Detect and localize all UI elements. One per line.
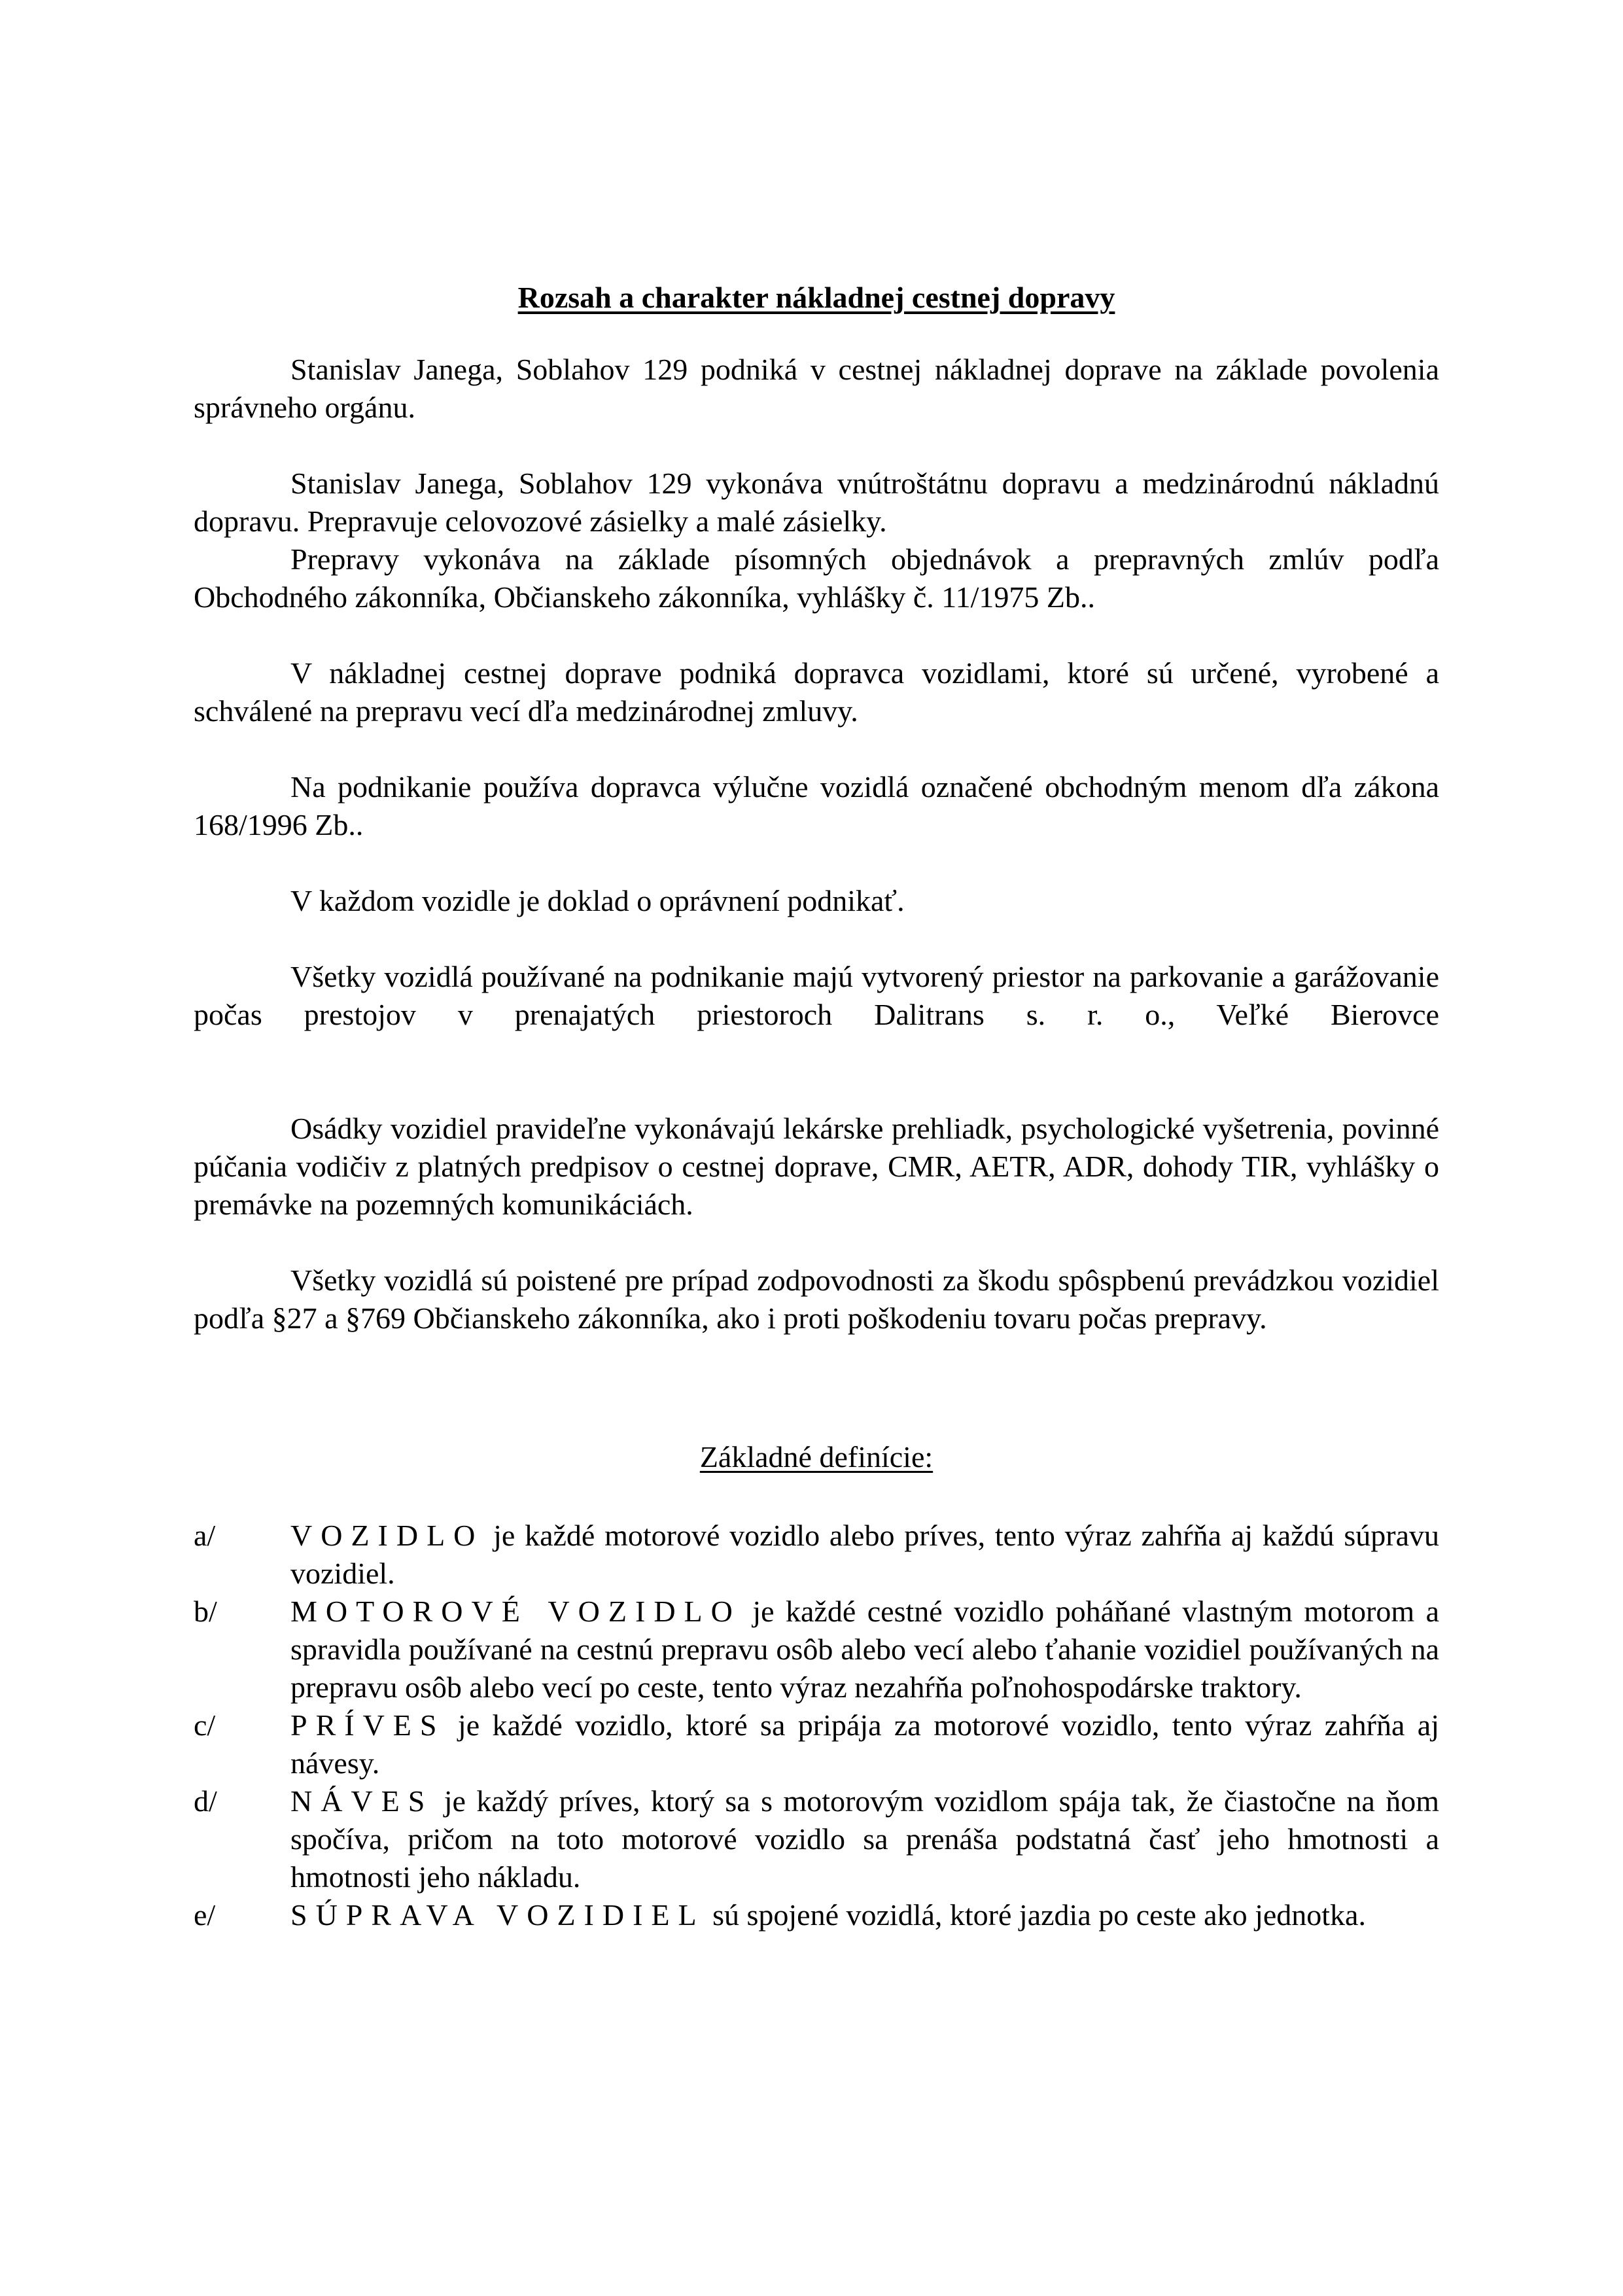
definition-text: je každé cestné vozidlo poháňané vlastným motorom a spravidla používané na cestnú prepravu osôb alebo vecí alebo ťahanie vozidiel používaných na prepravu osôb alebo vecí po ceste, tento výraz nezahŕňa poľnohospodárske traktory.	[290, 1595, 1439, 1704]
definition-label: c/	[194, 1708, 216, 1742]
paragraph-transport-scope: Stanislav Janega, Soblahov 129 vykonáva vnútroštátnu dopravu a medzinárodnú nákladnú dopravu. Prepravuje celovozové zásielky a malé zásielky.	[194, 467, 1439, 538]
definition-item	[194, 1706, 1439, 1782]
definition-text: sú spojené vozidlá, ktoré jazdia po ceste ako jednotka.	[705, 1898, 1366, 1932]
paragraph-orders: Prepravy vykonáva na základe písomných objednávok a prepravných zmlúv podľa Obchodného zákonníka, Občianskeho zákonníka, vyhlášky č. 11/1975 Zb..	[194, 542, 1439, 614]
definition-text: je každé vozidlo, ktoré sa pripája za motorové vozidlo, tento výraz zahŕňa aj návesy.	[290, 1708, 1439, 1780]
definition-label: e/	[194, 1898, 216, 1932]
paragraph-marking: Na podnikanie používa dopravca výlučne vozidlá označené obchodným menom dľa zákona 168/1996 Zb..	[194, 770, 1439, 841]
paragraph-parking: Všetky vozidlá používané na podnikanie majú vytvorený priestor na parkovanie a garážovanie počas prestojov v prenajatých priestoroch Dalitrans s. r. o., Veľké Bierovce	[194, 960, 1439, 1031]
definition-label: a/	[194, 1519, 216, 1552]
definition-item	[194, 1782, 1439, 1896]
paragraph-insurance: Všetky vozidlá sú poistené pre prípad zodpovodnosti za škodu spôspbenú prevádzkou vozidiel podľa §27 a §769 Občianskeho zákonníka, ako i proti poškodeniu tovaru počas prepravy.	[194, 1263, 1439, 1335]
definition-label: d/	[194, 1784, 217, 1818]
definition-term: SÚPRAVA VOZIDIEL	[290, 1898, 705, 1932]
document-title: Rozsah a charakter nákladnej cestnej dopravy	[517, 281, 1115, 314]
definition-term: VOZIDLO	[290, 1519, 484, 1552]
paragraph-crews: Osádky vozidiel pravideľne vykonávajú lekárske prehliadk, psychologické vyšetrenia, povinné púčania vodičiv z platných predpisov o cestnej doprave, CMR, AETR, ADR, dohody TIR, vyhlášky o premávke na pozemných komunikáciách.	[194, 1112, 1439, 1221]
paragraph-vehicles: V nákladnej cestnej doprave podniká dopravca vozidlami, ktoré sú určené, vyrobené a schválené na prepravu vecí dľa medzinárodnej zmluvy.	[194, 656, 1439, 728]
definition-term: MOTOROVÉ VOZIDLO	[290, 1595, 741, 1628]
paragraph-license: Stanislav Janega, Soblahov 129 podniká v cestnej nákladnej doprave na základe povolenia správneho orgánu.	[194, 353, 1439, 424]
definition-label: b/	[194, 1595, 217, 1628]
definition-text: je každý príves, ktorý sa s motorovým vozidlom spája tak, že čiastočne na ňom spočíva, pričom na toto motorové vozidlo sa prenáša podstatná časť jeho hmotnosti a hmotnosti jeho nákladu.	[290, 1784, 1439, 1894]
definition-term: PRÍVES	[290, 1708, 445, 1742]
definitions-heading: Základné definície:	[699, 1440, 934, 1474]
definition-item	[194, 1593, 1439, 1706]
paragraph-permit: V každom vozidle je doklad o oprávnení podnikať.	[290, 884, 905, 917]
definitions-list	[194, 1517, 1439, 1934]
definition-text: je každé motorové vozidlo alebo príves, tento výraz zahŕňa aj každú súpravu vozidiel.	[290, 1519, 1439, 1590]
definition-term: NÁVES	[290, 1784, 434, 1818]
definition-item	[194, 1896, 1439, 1934]
definition-item	[194, 1517, 1439, 1593]
